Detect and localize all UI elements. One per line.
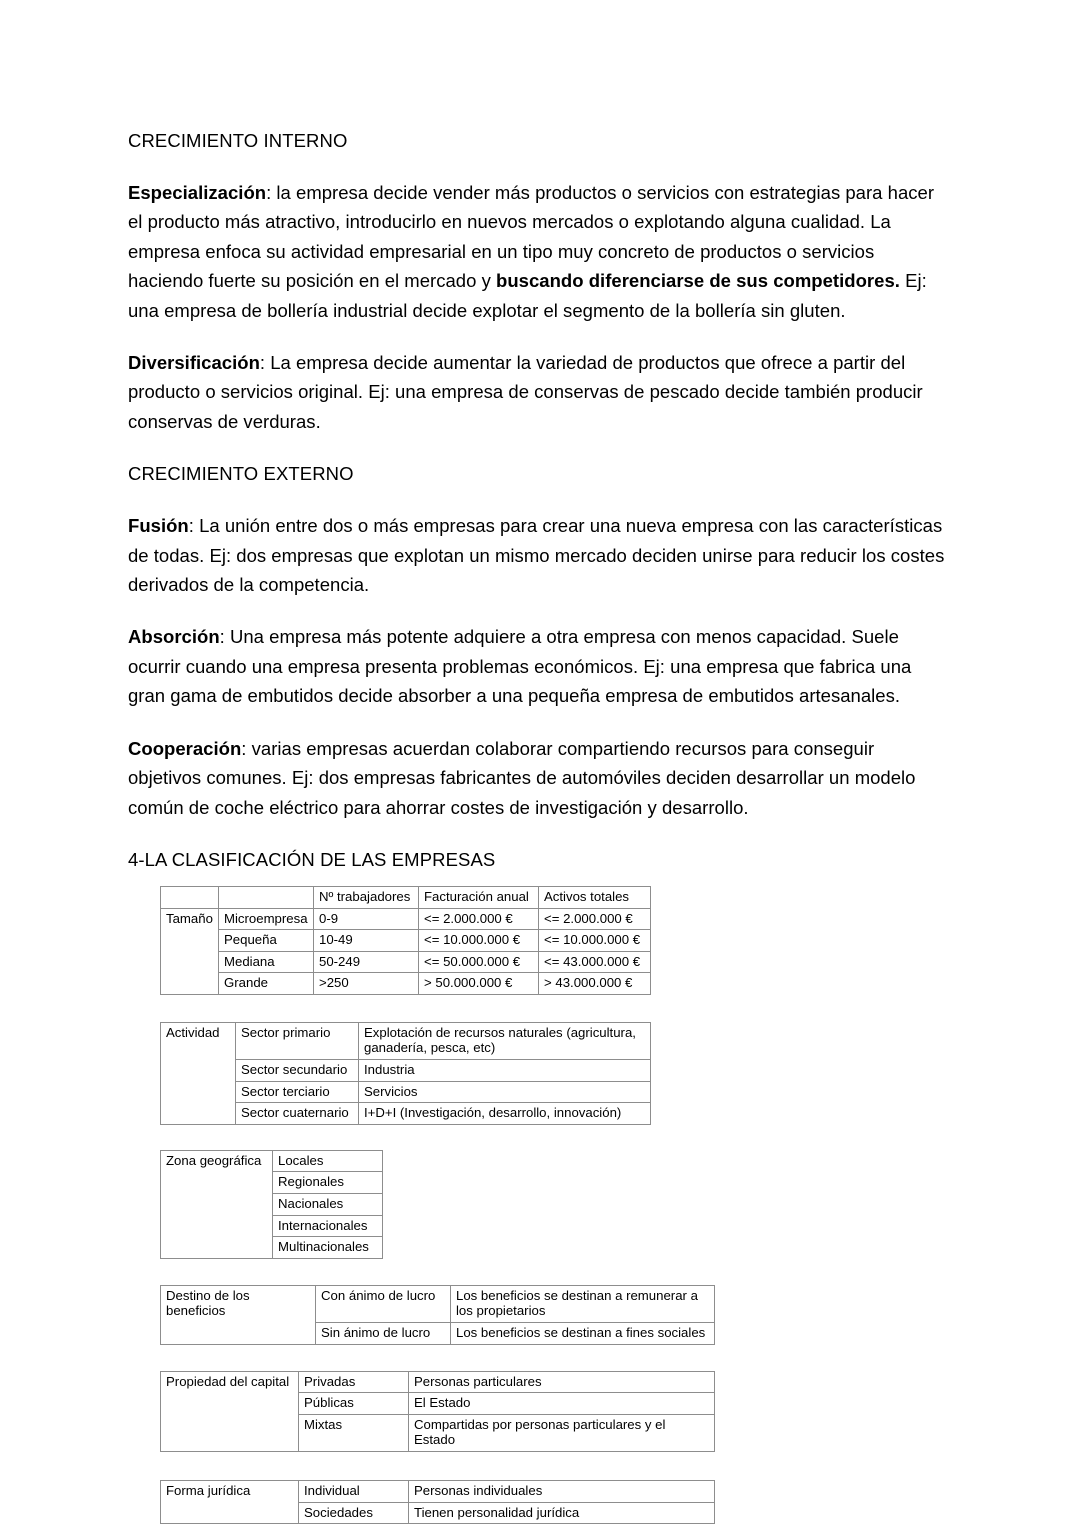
cell-facturacion-mediana: <= 50.000.000 € <box>419 951 539 973</box>
cell-facturacion-grande: > 50.000.000 € <box>419 973 539 995</box>
paragraph-cooperacion <box>128 734 952 822</box>
paragraph-especializacion <box>128 178 952 325</box>
cell-criterion-forma: Forma jurídica <box>161 1480 299 1523</box>
cell-tipo-grande: Grande <box>219 973 314 995</box>
table-forma-juridica <box>160 1480 715 1524</box>
document-content <box>128 126 952 1524</box>
paragraph-especializacion-text-1: : la empresa decide vender más productos o servicios con estrategias para hacer el producto más atractivo, introducirlo en nuevos mercados o explotando alguna cualidad. La empresa enfoca su actividad empresarial en un tipo muy concreto de productos o servicios haciendo fuerte su posición en el mercado y <box>128 182 935 292</box>
term-absorcion: Absorción <box>128 626 220 648</box>
cell-mixtas: Mixtas <box>299 1414 409 1451</box>
cell-zona-internacionales: Internacionales <box>273 1215 383 1237</box>
cell-trabajadores-grande: >250 <box>314 973 419 995</box>
cell-desc-sector-secundario: Industria <box>359 1060 651 1082</box>
cell-activos-pequena: <= 10.000.000 € <box>539 930 651 952</box>
cell-facturacion-microempresa: <= 2.000.000 € <box>419 908 539 930</box>
table-row <box>161 1285 715 1322</box>
cell-empty-1 <box>161 886 219 908</box>
paragraph-especializacion-emphasis: buscando diferenciarse de sus competidores. <box>496 270 900 292</box>
cell-publicas: Públicas <box>299 1393 409 1415</box>
heading-crecimiento-externo: CRECIMIENTO EXTERNO <box>128 463 354 485</box>
table-zona-geografica <box>160 1150 383 1259</box>
cell-criterion-zona: Zona geográfica <box>161 1150 273 1258</box>
cell-zona-nacionales: Nacionales <box>273 1194 383 1216</box>
cell-individual: Individual <box>299 1480 409 1502</box>
paragraph-diversificacion-text: : La empresa decide aumentar la variedad de productos que ofrece a partir del producto o servicios original. Ej: una empresa de conservas de pescado decide también producir conservas de verduras. <box>128 352 923 432</box>
cell-tipo-microempresa: Microempresa <box>219 908 314 930</box>
cell-zona-locales: Locales <box>273 1150 383 1172</box>
cell-desc-sector-primario: Explotación de recursos naturales (agricultura, ganadería, pesca, etc) <box>359 1022 651 1059</box>
cell-sector-terciario: Sector terciario <box>236 1081 359 1103</box>
cell-zona-multinacionales: Multinacionales <box>273 1237 383 1259</box>
cell-desc-sector-terciario: Servicios <box>359 1081 651 1103</box>
cell-desc-sociedades: Tienen personalidad jurídica <box>409 1502 715 1524</box>
paragraph-absorcion <box>128 622 952 710</box>
cell-tipo-pequena: Pequeña <box>219 930 314 952</box>
heading-crecimiento-interno: CRECIMIENTO INTERNO <box>128 130 348 151</box>
paragraph-diversificacion <box>128 348 952 436</box>
cell-sector-primario: Sector primario <box>236 1022 359 1059</box>
cell-activos-grande: > 43.000.000 € <box>539 973 651 995</box>
header-num-trabajadores: Nº trabajadores <box>314 886 419 908</box>
paragraph-fusion <box>128 511 952 599</box>
table-row <box>161 973 651 995</box>
cell-criterion-destino: Destino de los beneficios <box>161 1285 316 1344</box>
classification-tables <box>128 886 952 1524</box>
cell-tipo-mediana: Mediana <box>219 951 314 973</box>
cell-desc-privadas: Personas particulares <box>409 1371 715 1393</box>
paragraph-cooperacion-text: : varias empresas acuerdan colaborar compartiendo recursos para conseguir objetivos comunes. Ej: dos empresas fabricantes de automóviles deciden desarrollar un modelo común de coche eléctrico para ahorrar costes de investigación y desarrollo. <box>128 737 916 818</box>
table-wrapper-destino <box>160 1285 952 1345</box>
cell-empty-2 <box>219 886 314 908</box>
heading-clasificacion-empresas: 4-LA CLASIFICACIÓN DE LAS EMPRESAS <box>128 848 496 870</box>
cell-trabajadores-mediana: 50-249 <box>314 951 419 973</box>
header-activos-totales: Activos totales <box>539 886 651 908</box>
cell-zona-regionales: Regionales <box>273 1172 383 1194</box>
cell-criterion-actividad: Actividad <box>161 1022 236 1124</box>
table-row <box>161 1371 715 1393</box>
cell-trabajadores-microempresa: 0-9 <box>314 908 419 930</box>
paragraph-especializacion-text-2: Ej: una empresa de bollería industrial decide explotar el segmento de la bollería sin gluten. <box>128 270 927 321</box>
table-row <box>161 930 651 952</box>
cell-desc-publicas: El Estado <box>409 1393 715 1415</box>
table-actividad <box>160 1022 651 1125</box>
table-wrapper-zona <box>160 1150 952 1259</box>
table-tamano <box>160 886 651 995</box>
term-diversificacion: Diversificación <box>128 352 260 374</box>
table-wrapper-actividad <box>160 1022 952 1125</box>
table-row <box>161 886 651 908</box>
paragraph-absorcion-text: : Una empresa más potente adquiere a otra empresa con menos capacidad. Suele ocurrir cuando una empresa presenta problemas económicos. Ej: una empresa que fabrica una gran gama de embutidos decide absorber a una pequeña empresa de embutidos artesanales. <box>128 626 912 707</box>
table-row <box>161 1480 715 1502</box>
cell-activos-mediana: <= 43.000.000 € <box>539 951 651 973</box>
term-fusion: Fusión <box>128 515 189 537</box>
cell-con-animo-lucro: Con ánimo de lucro <box>316 1285 451 1322</box>
paragraph-fusion-text: : La unión entre dos o más empresas para crear una nueva empresa con las características de todas. Ej: dos empresas que explotan un mismo mercado deciden unirse para reducir los costes derivados de la competencia. <box>128 515 945 596</box>
table-row <box>161 1022 651 1059</box>
table-propiedad-capital <box>160 1371 715 1452</box>
cell-sin-animo-lucro: Sin ánimo de lucro <box>316 1323 451 1345</box>
cell-desc-mixtas: Compartidas por personas particulares y el Estado <box>409 1414 715 1451</box>
cell-criterion-tamano: Tamaño <box>161 908 219 994</box>
term-cooperacion: Cooperación <box>128 737 242 759</box>
table-wrapper-propiedad <box>160 1371 952 1452</box>
cell-facturacion-pequena: <= 10.000.000 € <box>419 930 539 952</box>
cell-criterion-propiedad: Propiedad del capital <box>161 1371 299 1451</box>
table-row <box>161 951 651 973</box>
table-row <box>161 908 651 930</box>
cell-privadas: Privadas <box>299 1371 409 1393</box>
cell-desc-sin-animo-lucro: Los beneficios se destinan a fines sociales <box>451 1323 715 1345</box>
cell-sector-secundario: Sector secundario <box>236 1060 359 1082</box>
cell-sector-cuaternario: Sector cuaternario <box>236 1103 359 1125</box>
header-facturacion-anual: Facturación anual <box>419 886 539 908</box>
table-destino-beneficios <box>160 1285 715 1345</box>
cell-activos-microempresa: <= 2.000.000 € <box>539 908 651 930</box>
cell-trabajadores-pequena: 10-49 <box>314 930 419 952</box>
table-wrapper-tamano <box>160 886 952 995</box>
table-wrapper-forma <box>160 1480 952 1524</box>
cell-desc-individual: Personas individuales <box>409 1480 715 1502</box>
table-row <box>161 1150 383 1172</box>
cell-sociedades: Sociedades <box>299 1502 409 1524</box>
cell-desc-sector-cuaternario: I+D+I (Investigación, desarrollo, innovación) <box>359 1103 651 1125</box>
cell-desc-con-animo-lucro: Los beneficios se destinan a remunerar a los propietarios <box>451 1285 715 1322</box>
term-especializacion: Especialización <box>128 182 267 203</box>
